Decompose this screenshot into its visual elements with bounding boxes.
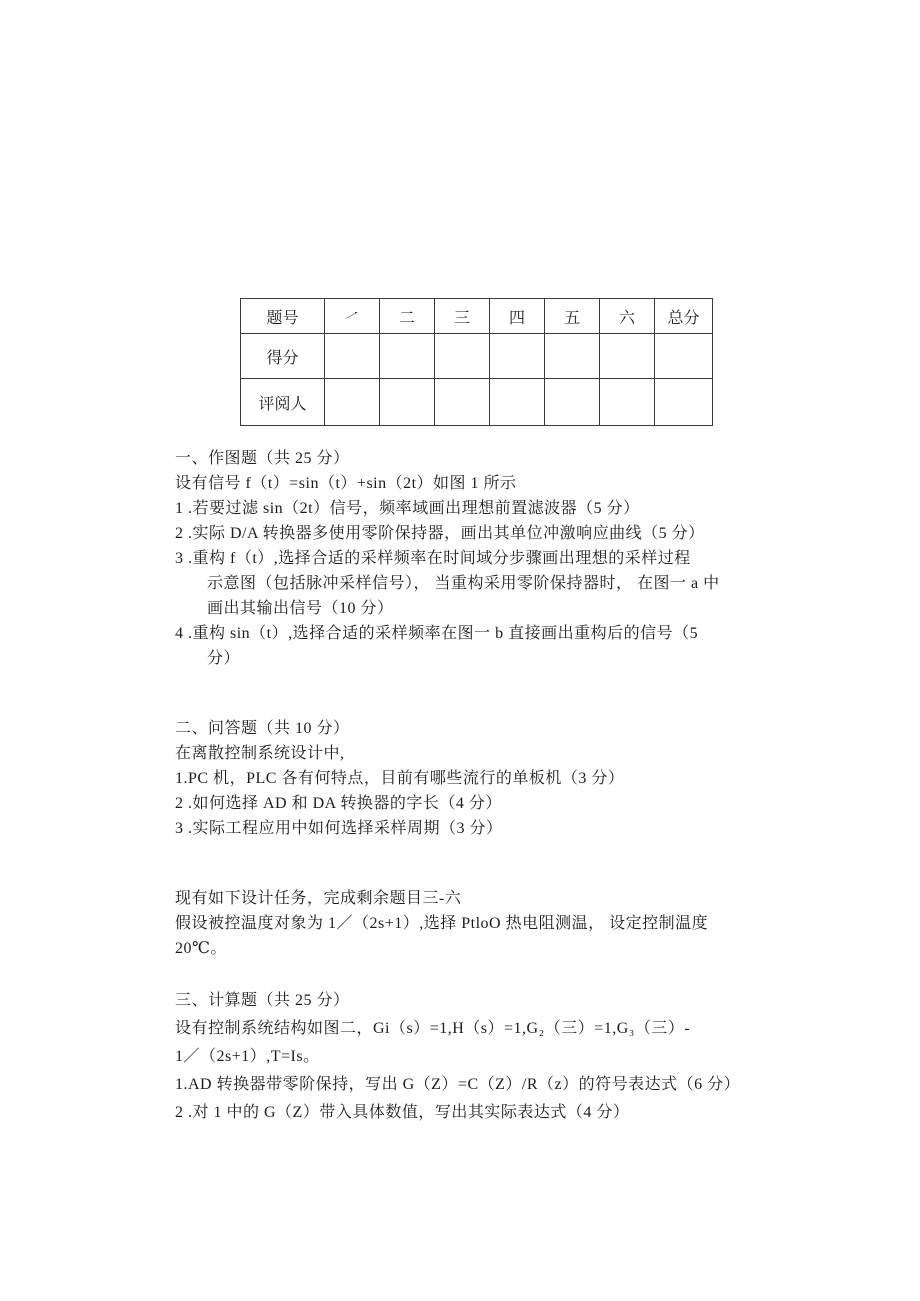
- text-line: 20℃。: [175, 940, 227, 957]
- header-cell-q3: 三: [435, 299, 490, 334]
- text-line: 3 .重构 f（t）,选择合适的采样频率在时间域分步骤画出理想的采样过程: [175, 550, 691, 567]
- design-task-intro: [175, 886, 780, 961]
- text-line: 1.PC 机，PLC 各有何特点，目前有哪些流行的单板机（3 分）: [175, 770, 625, 787]
- section-calculation-questions: [175, 987, 780, 1127]
- text-line: 4 .重构 sin（t）,选择合适的采样频率在图一 b 直接画出重构后的信号（5: [175, 625, 699, 642]
- text-line: 1 .若要过滤 sin（2t）信号，频率域画出理想前置滤波器（5 分）: [175, 500, 640, 517]
- score-cell-empty: [490, 334, 545, 379]
- text-line: 设有控制系统结构如图二，Gi（s）=1,H（s）=1,G₂（三）=1,G₃（三）-: [175, 1020, 691, 1037]
- text-line: 2 .如何选择 AD 和 DA 转换器的字长（4 分）: [175, 795, 502, 812]
- score-cell-empty: [435, 334, 490, 379]
- reviewer-cell-empty: [380, 379, 435, 426]
- reviewer-cell-empty: [600, 379, 655, 426]
- score-cell-empty: [545, 334, 600, 379]
- reviewer-row: [241, 379, 713, 426]
- text-line: 2 .实际 D/A 转换器多使用零阶保持器，画出其单位冲激响应曲线（5 分）: [175, 525, 705, 542]
- text-line: 3 .实际工程应用中如何选择采样周期（3 分）: [175, 820, 503, 837]
- header-cell-q1: 一: [325, 299, 380, 334]
- reviewer-row-label: 评阅人: [241, 379, 325, 426]
- text-line: 在离散控制系统设计中,: [175, 745, 345, 762]
- score-row-label: 得分: [241, 334, 325, 379]
- section-title: 三、计算题（共 25 分）: [175, 992, 350, 1009]
- header-cell-q2: 二: [380, 299, 435, 334]
- reviewer-cell-empty: [490, 379, 545, 426]
- text-line: 设有信号 f（t）=sin（t）+sin（2t）如图 1 所示: [175, 475, 517, 492]
- header-cell-q5: 五: [545, 299, 600, 334]
- reviewer-cell-empty: [655, 379, 713, 426]
- text-line: 假设被控温度对象为 1／（2s+1）,选择 PtloO 热电阻测温， 设定控制温度: [175, 915, 709, 932]
- reviewer-cell-empty: [325, 379, 380, 426]
- score-table-header-row: [241, 299, 713, 334]
- header-cell-q6: 六: [600, 299, 655, 334]
- header-cell-label: 题号: [241, 299, 325, 334]
- score-row: [241, 334, 713, 379]
- header-cell-total: 总分: [655, 299, 713, 334]
- score-table: [240, 298, 713, 426]
- text-line: 分）: [207, 650, 241, 667]
- section-drawing-questions: [175, 446, 780, 671]
- section-title: 一、作图题（共 25 分）: [175, 450, 350, 467]
- header-cell-q4: 四: [490, 299, 545, 334]
- text-line: 1.AD 转换器带零阶保持，写出 G（Z）=C（Z）/R（z）的符号表达式（6 分）: [175, 1076, 741, 1093]
- score-cell-empty: [600, 334, 655, 379]
- text-line: 示意图（包括脉冲采样信号）， 当重构采用零阶保持器时， 在图一 a 中: [207, 575, 720, 592]
- text-line: 1／（2s+1）,T=Is。: [175, 1048, 320, 1065]
- text-line: 画出其输出信号（10 分）: [207, 600, 394, 617]
- section-qa-questions: [175, 716, 780, 841]
- section-title: 二、问答题（共 10 分）: [175, 720, 350, 737]
- text-line: 2 .对 1 中的 G（Z）带入具体数值，写出其实际表达式（4 分）: [175, 1104, 630, 1121]
- score-cell-empty: [380, 334, 435, 379]
- reviewer-cell-empty: [545, 379, 600, 426]
- text-line: 现有如下设计任务，完成剩余题目三-六: [175, 890, 462, 907]
- reviewer-cell-empty: [435, 379, 490, 426]
- score-cell-empty: [325, 334, 380, 379]
- score-cell-empty: [655, 334, 713, 379]
